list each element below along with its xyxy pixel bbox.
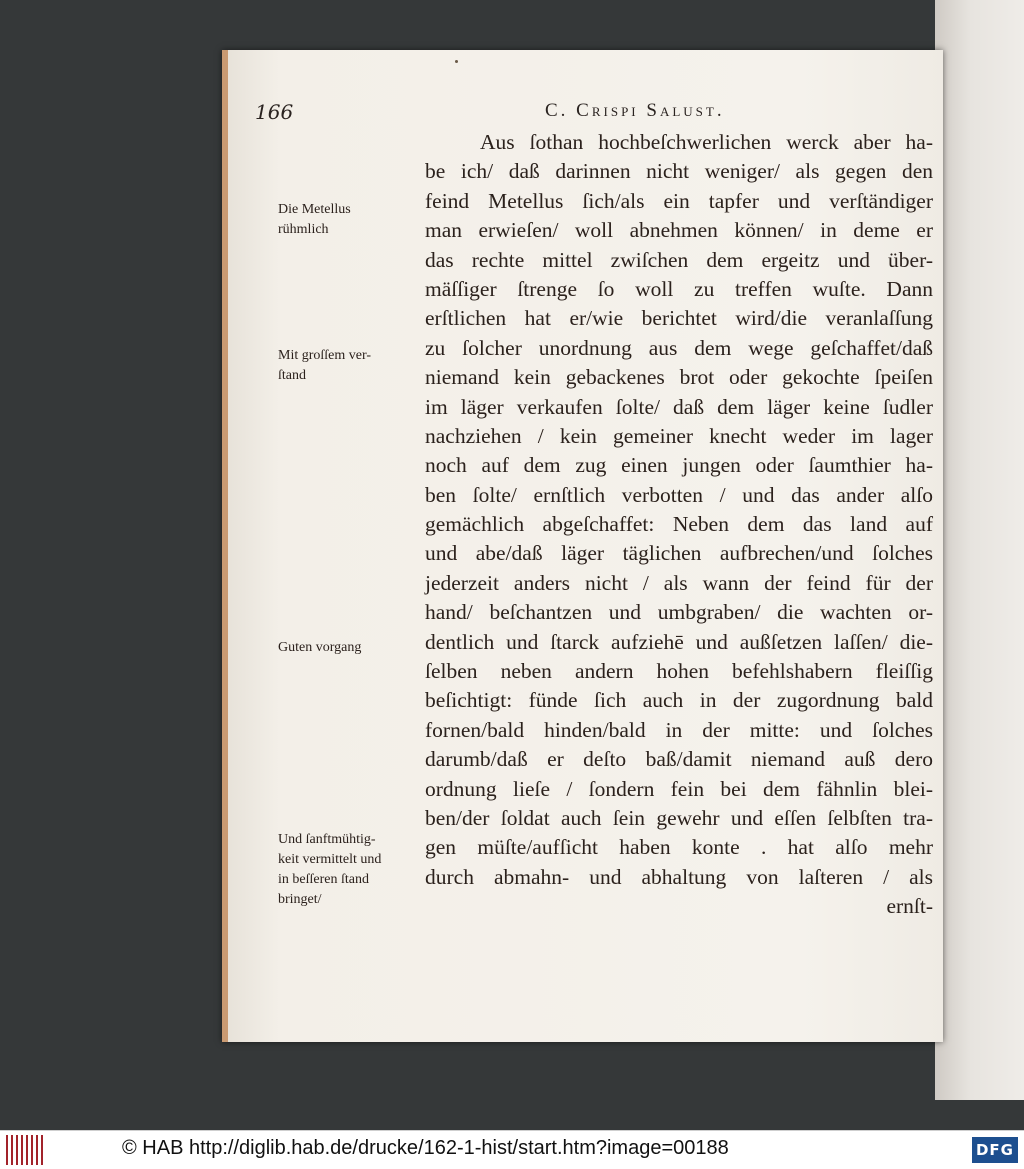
text-line: Aus ſothan hochbeſchwerlichen werck aber ha- (480, 130, 933, 154)
dfg-logo: DFG (972, 1137, 1018, 1163)
text-line: feind Metellus ſich/als ein tapfer und verſtändiger (425, 188, 933, 213)
text-line: gen müſte/aufſicht haben konte . hat alſo mehr (425, 835, 933, 860)
text-line: und abe/daß läger täglichen aufbrechen/und ſolches (425, 541, 933, 566)
page-edge (222, 50, 228, 1042)
text-line: jederzeit anders nicht / als wann der feind für der (425, 570, 933, 595)
text-line: ordnung lieſe / ſondern fein bei dem fähnlin blei- (425, 776, 933, 801)
text-line: be ich/ daß darinnen nicht weniger/ als gegen den (425, 159, 933, 184)
text-line: niemand kein gebackenes brot oder gekochte ſpeiſen (425, 365, 933, 390)
body-text (425, 128, 933, 922)
text-line: nachziehen / kein gemeiner knecht weder im lager (425, 423, 933, 448)
copyright-text: © HAB http://diglib.hab.de/drucke/162-1-hist/start.htm?image=00188 (122, 1137, 729, 1159)
text-line: dentlich und ſtarck aufziehē und außſetzen laſſen/ die- (425, 629, 933, 654)
margin-note-line: rühmlich (278, 222, 329, 237)
hab-logo-icon (6, 1135, 46, 1165)
running-title: C. Crispi Salust. (545, 100, 725, 121)
catchword: ernſt- (886, 894, 933, 919)
margin-note-sanftmuht (278, 830, 418, 910)
margin-note-metellus (278, 200, 418, 240)
text-line: ſelben neben andern hohen befehlshabern fleiſſig (425, 659, 933, 684)
text-line: zu ſolcher unordnung aus dem wege geſchaffet/daß (425, 335, 933, 360)
text-line: das rechte mittel zwiſchen dem ergeitz und über- (425, 247, 933, 272)
text-line: ben ſolte/ ernſtlich verbotten / und das ander alſo (425, 482, 933, 507)
text-line: darumb/daß er deſto baß/damit niemand auß dero (425, 747, 933, 772)
margin-note-line: ſtand (278, 368, 306, 383)
text-line: durch abmahn- und abhaltung von laſteren / als (425, 864, 933, 889)
text-line: hand/ beſchantzen und umbgraben/ die wachten or- (425, 600, 933, 625)
margin-note-line: in beſſeren ſtand (278, 872, 369, 887)
text-line: fornen/bald hinden/bald in der mitte: und ſolches (425, 717, 933, 742)
text-line: man erwieſen/ woll abnehmen können/ in deme er (425, 218, 933, 243)
margin-note-line: Die Metellus (278, 202, 351, 217)
text-line: erſtlichen hat er/wie berichtet wird/die veranlaſſung (425, 306, 933, 331)
text-line: im läger verkaufen ſolte/ daß dem läger keine ſudler (425, 394, 933, 419)
text-line: noch auf dem zug einen jungen oder ſaumthier ha- (425, 453, 933, 478)
footer-bar (0, 1130, 1024, 1169)
margin-note-line: Mit groſſem ver- (278, 348, 372, 363)
margin-note-verstand (278, 346, 418, 386)
text-line: mäſſiger ſtrenge ſo woll zu treffen wuſte. Dann (425, 276, 933, 301)
page-speck (455, 60, 458, 63)
page-number: 166 (255, 100, 294, 124)
text-line: ben/der ſoldat auch ſein gewehr und eſſen ſelbſten tra- (425, 805, 933, 830)
margin-note-line: Und ſanftmühtig- (278, 832, 376, 847)
margin-note-line: bringet/ (278, 892, 322, 907)
adjacent-leaf (935, 0, 1024, 1100)
text-line: beſichtigt: fünde ſich auch in der zugordnung bald (425, 688, 933, 713)
margin-note-line: keit vermittelt und (278, 852, 382, 867)
text-line: gemächlich abgeſchaffet: Neben dem das land auf (425, 512, 933, 537)
margin-note-line: Guten vorgang (278, 640, 362, 655)
margin-note-vorgang (278, 638, 418, 658)
